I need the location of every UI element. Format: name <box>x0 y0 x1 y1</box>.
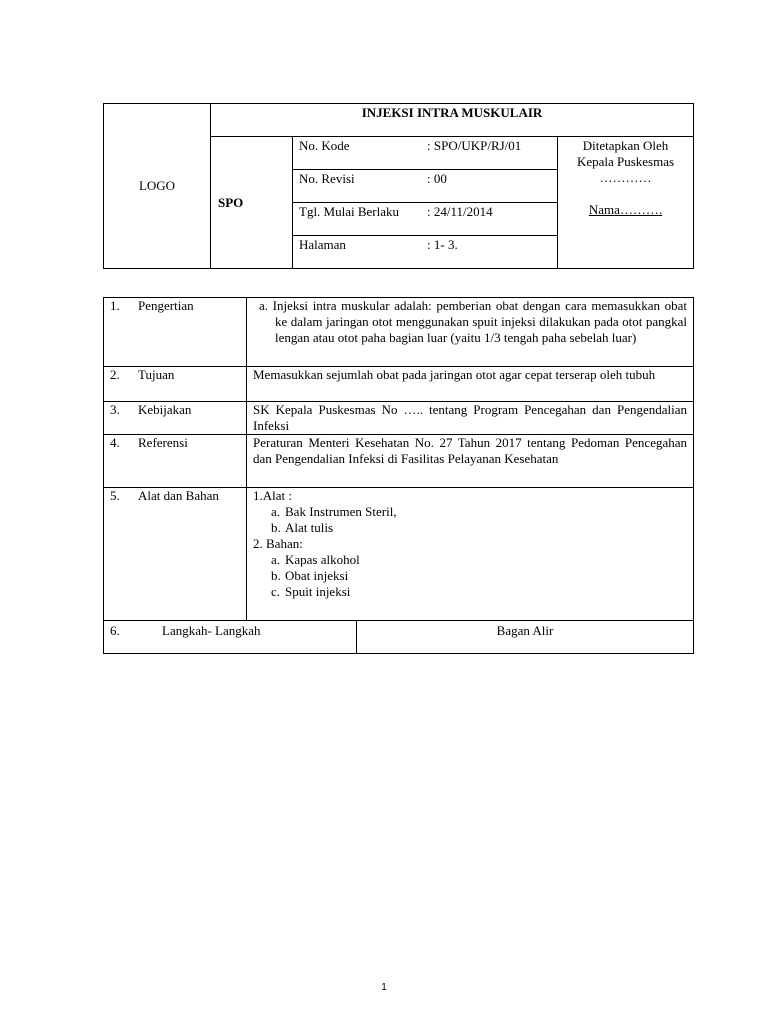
field-revisi: No. Revisi : 00 <box>293 170 558 203</box>
flowchart-heading: Bagan Alir <box>357 621 694 654</box>
section-label: 5. Alat dan Bahan <box>104 488 247 621</box>
field-tanggal: Tgl. Mulai Berlaku : 24/11/2014 <box>293 203 558 236</box>
field-halaman: Halaman : 1- 3. <box>293 236 558 269</box>
authority-name: Nama………. <box>588 202 663 217</box>
section-label: 2. Tujuan <box>104 367 247 402</box>
list-item: a. Kapas alkohol <box>271 552 360 567</box>
section-row <box>104 367 694 402</box>
document-title: INJEKSI INTRA MUSKULAIR <box>211 104 694 137</box>
section-row <box>104 402 694 435</box>
list-item: b. Alat tulis <box>271 520 334 535</box>
list-item: a. Bak Instrumen Steril, <box>271 504 397 519</box>
authority-block: Ditetapkan Oleh Kepala Puskesmas ………… Nama………. <box>558 137 694 269</box>
list-item: b. Obat injeksi <box>271 568 349 583</box>
section-row <box>104 435 694 488</box>
logo: LOGO <box>104 104 211 269</box>
section-text: Peraturan Menteri Kesehatan No. 27 Tahun 2017 tentang Pedoman Pencegahan dan Pengendalian Infeksi di Fasilitas Pelayanan Kesehatan <box>247 435 694 488</box>
materials-list <box>247 488 694 621</box>
section-text: Memasukkan sejumlah obat pada jaringan otot agar cepat terserap oleh tubuh <box>247 367 694 402</box>
section-row <box>104 488 694 621</box>
section-row <box>104 621 694 654</box>
page-number: 1 <box>381 982 387 993</box>
section-row <box>104 298 694 367</box>
bahan-heading: 2. Bahan: <box>253 536 303 551</box>
section-label: 6. Langkah- Langkah <box>104 621 357 654</box>
section-label: 4. Referensi <box>104 435 247 488</box>
section-label: 3. Kebijakan <box>104 402 247 435</box>
section-text: a. Injeksi intra muskular adalah: pemberian obat dengan cara memasukkan obat ke dalam jaringan otot menggunakan spuit injeksi dilakukan pada otot pangkal lengan atau otot paha bagian luar (yaitu 1/3 tengah paha sebelah luar) <box>259 298 688 345</box>
section-text: SK Kepala Puskesmas No ….. tentang Program Pencegahan dan Pengendalian Infeksi <box>247 402 694 435</box>
body-table <box>103 297 694 654</box>
header-table <box>103 103 694 269</box>
list-item: c. Spuit injeksi <box>271 584 351 599</box>
section-label: 1. Pengertian <box>104 298 247 367</box>
spo-label: SPO <box>211 137 293 269</box>
field-kode: No. Kode : SPO/UKP/RJ/01 <box>293 137 558 170</box>
alat-heading: 1.Alat : <box>253 488 292 503</box>
